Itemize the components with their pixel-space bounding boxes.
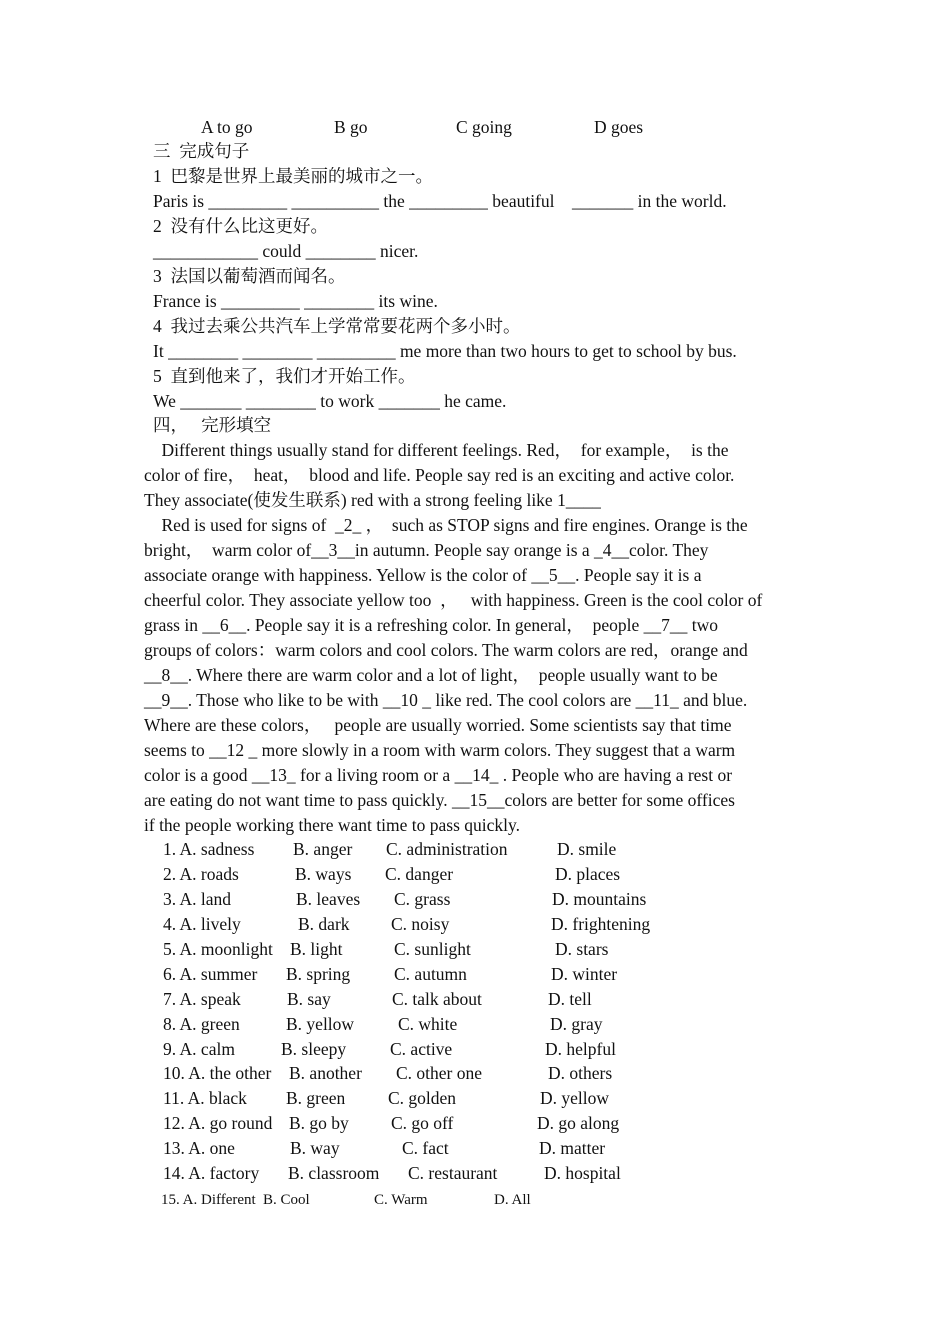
choice-4-a: 4. A. lively [163, 914, 241, 934]
choice-5-d: D. stars [555, 939, 609, 959]
choice-13-a: 13. A. one [163, 1138, 235, 1158]
choice-7-a: 7. A. speak [163, 989, 241, 1009]
paragraph-line: seems to __12 _ more slowly in a room with warm colors. They suggest that a warm [144, 740, 736, 760]
option-d: D goes [594, 117, 644, 137]
paragraph-line: grass in __6__. People say it is a refreshing color. In general， people __7__ two [144, 615, 718, 635]
choice-11-a: 11. A. black [163, 1088, 247, 1108]
sentence-4-cn: 4 我过去乘公共汽车上学常常要花两个多小时。 [153, 316, 521, 336]
choice-13-b: B. way [290, 1138, 340, 1158]
choice-6-b: B. spring [286, 964, 351, 984]
paragraph-line: They associate(使发生联系) red with a strong feeling like 1____ [144, 490, 601, 510]
sentence-5-cn: 5 直到他来了，我们才开始工作。 [153, 366, 416, 386]
paragraph-line: color of fire， heat， blood and life. People say red is an exciting and active color. [144, 465, 735, 485]
choice-10-b: B. another [289, 1063, 362, 1083]
choice-3-d: D. mountains [552, 889, 647, 909]
choice-9-d: D. helpful [545, 1039, 616, 1059]
choice-1-a: 1. A. sadness [163, 839, 255, 859]
choice-12-a: 12. A. go round [163, 1113, 273, 1133]
choice-8-a: 8. A. green [163, 1014, 240, 1034]
choice-4-c: C. noisy [391, 914, 450, 934]
choice-6-d: D. winter [551, 964, 618, 984]
sentence-3-cn: 3 法国以葡萄酒而闻名。 [153, 266, 346, 286]
choice-14-d: D. hospital [544, 1163, 621, 1183]
choice-10-a: 10. A. the other [163, 1063, 272, 1083]
choice-5-c: C. sunlight [394, 939, 471, 959]
choice-7-d: D. tell [548, 989, 592, 1009]
option-b: B go [334, 117, 368, 137]
sentence-2-en: ____________ could ________ nicer. [153, 241, 419, 261]
choice-12-b: B. go by [289, 1113, 349, 1133]
choice-3-b: B. leaves [296, 889, 361, 909]
sentence-1-cn: 1 巴黎是世界上最美丽的城市之一。 [153, 166, 433, 186]
choice-9-c: C. active [390, 1039, 453, 1059]
choice-3-a: 3. A. land [163, 889, 232, 909]
choice-2-d: D. places [555, 864, 621, 884]
choice-1-b: B. anger [293, 839, 353, 859]
choice-3-c: C. grass [394, 889, 451, 909]
choice-15-d: D. All [494, 1192, 531, 1208]
choice-13-c: C. fact [402, 1138, 449, 1158]
choice-10-d: D. others [548, 1063, 613, 1083]
choice-8-d: D. gray [550, 1014, 603, 1034]
option-c: C going [456, 117, 512, 137]
choice-2-c: C. danger [385, 864, 454, 884]
paragraph-line: Red is used for signs of _2_ ， such as STOP signs and fire engines. Orange is the [144, 515, 748, 535]
choice-8-b: B. yellow [286, 1014, 355, 1034]
choice-11-b: B. green [286, 1088, 346, 1108]
paragraph-line: are eating do not want time to pass quickly. __15__colors are better for some offices [144, 790, 735, 810]
paragraph-line: cheerful color. They associate yellow too ， with happiness. Green is the cool color of [144, 590, 763, 610]
sentence-1-en: Paris is _________ __________ the _________ beautiful _______ in the world. [153, 191, 727, 211]
choice-6-a: 6. A. summer [163, 964, 258, 984]
paragraph-line: Where are these colors， people are usually worried. Some scientists say that time [144, 715, 732, 735]
choice-14-c: C. restaurant [408, 1163, 498, 1183]
choice-5-b: B. light [290, 939, 343, 959]
choice-12-c: C. go off [391, 1113, 454, 1133]
choice-2-b: B. ways [295, 864, 352, 884]
choice-11-c: C. golden [388, 1088, 457, 1108]
choice-5-a: 5. A. moonlight [163, 939, 273, 959]
choice-15-b: B. Cool [263, 1192, 310, 1208]
choice-13-d: D. matter [539, 1138, 606, 1158]
sentence-3-en: France is _________ ________ its wine. [153, 291, 438, 311]
cloze-paragraph-2 [144, 513, 806, 838]
choice-4-b: B. dark [298, 914, 350, 934]
choice-10-c: C. other one [396, 1063, 483, 1083]
sentence-4-en: It ________ ________ _________ me more than two hours to get to school by bus. [153, 341, 737, 361]
choice-8-c: C. white [398, 1014, 458, 1034]
choice-12-d: D. go along [537, 1113, 620, 1133]
paragraph-line: if the people working there want time to pass quickly. [144, 815, 520, 835]
paragraph-line: Different things usually stand for different feelings. Red， for example， is the [144, 440, 729, 460]
choice-6-c: C. autumn [394, 964, 467, 984]
paragraph-line: bright， warm color of__3__in autumn. People say orange is a _4__color. They [144, 540, 709, 560]
choice-2-a: 2. A. roads [163, 864, 239, 884]
choice-9-b: B. sleepy [281, 1039, 347, 1059]
choice-1-c: C. administration [386, 839, 508, 859]
choice-14-b: B. classroom [288, 1163, 380, 1183]
paragraph-line: groups of colors：warm colors and cool colors. The warm colors are red，orange and [144, 640, 748, 660]
choice-7-c: C. talk about [392, 989, 482, 1009]
paragraph-line: __9__. Those who like to be with __10 _ like red. The cool colors are __11_ and blue. [144, 690, 748, 710]
choice-15-a: 15. A. Different [161, 1192, 256, 1208]
paragraph-line: __8__. Where there are warm color and a lot of light， people usually want to be [144, 665, 718, 685]
paragraph-line: associate orange with happiness. Yellow is the color of __5__. People say it is a [144, 565, 702, 585]
choice-15-c: C. Warm [374, 1192, 428, 1208]
sentence-5-en: We _______ ________ to work _______ he came. [153, 391, 507, 411]
choice-4-d: D. frightening [551, 914, 651, 934]
choice-9-a: 9. A. calm [163, 1039, 235, 1059]
choice-1-d: D. smile [557, 839, 617, 859]
section-3-heading: 三 完成句子 [153, 141, 250, 161]
sentence-2-cn: 2 没有什么比这更好。 [153, 216, 328, 236]
paragraph-line: color is a good __13_ for a living room or a __14_ . People who are having a rest or [144, 765, 733, 785]
section-4-heading: 四， 完形填空 [153, 415, 272, 435]
choice-14-a: 14. A. factory [163, 1163, 260, 1183]
choice-11-d: D. yellow [540, 1088, 610, 1108]
cloze-paragraph-1 [144, 438, 806, 513]
option-a: A to go [201, 117, 253, 137]
choice-7-b: B. say [287, 989, 331, 1009]
